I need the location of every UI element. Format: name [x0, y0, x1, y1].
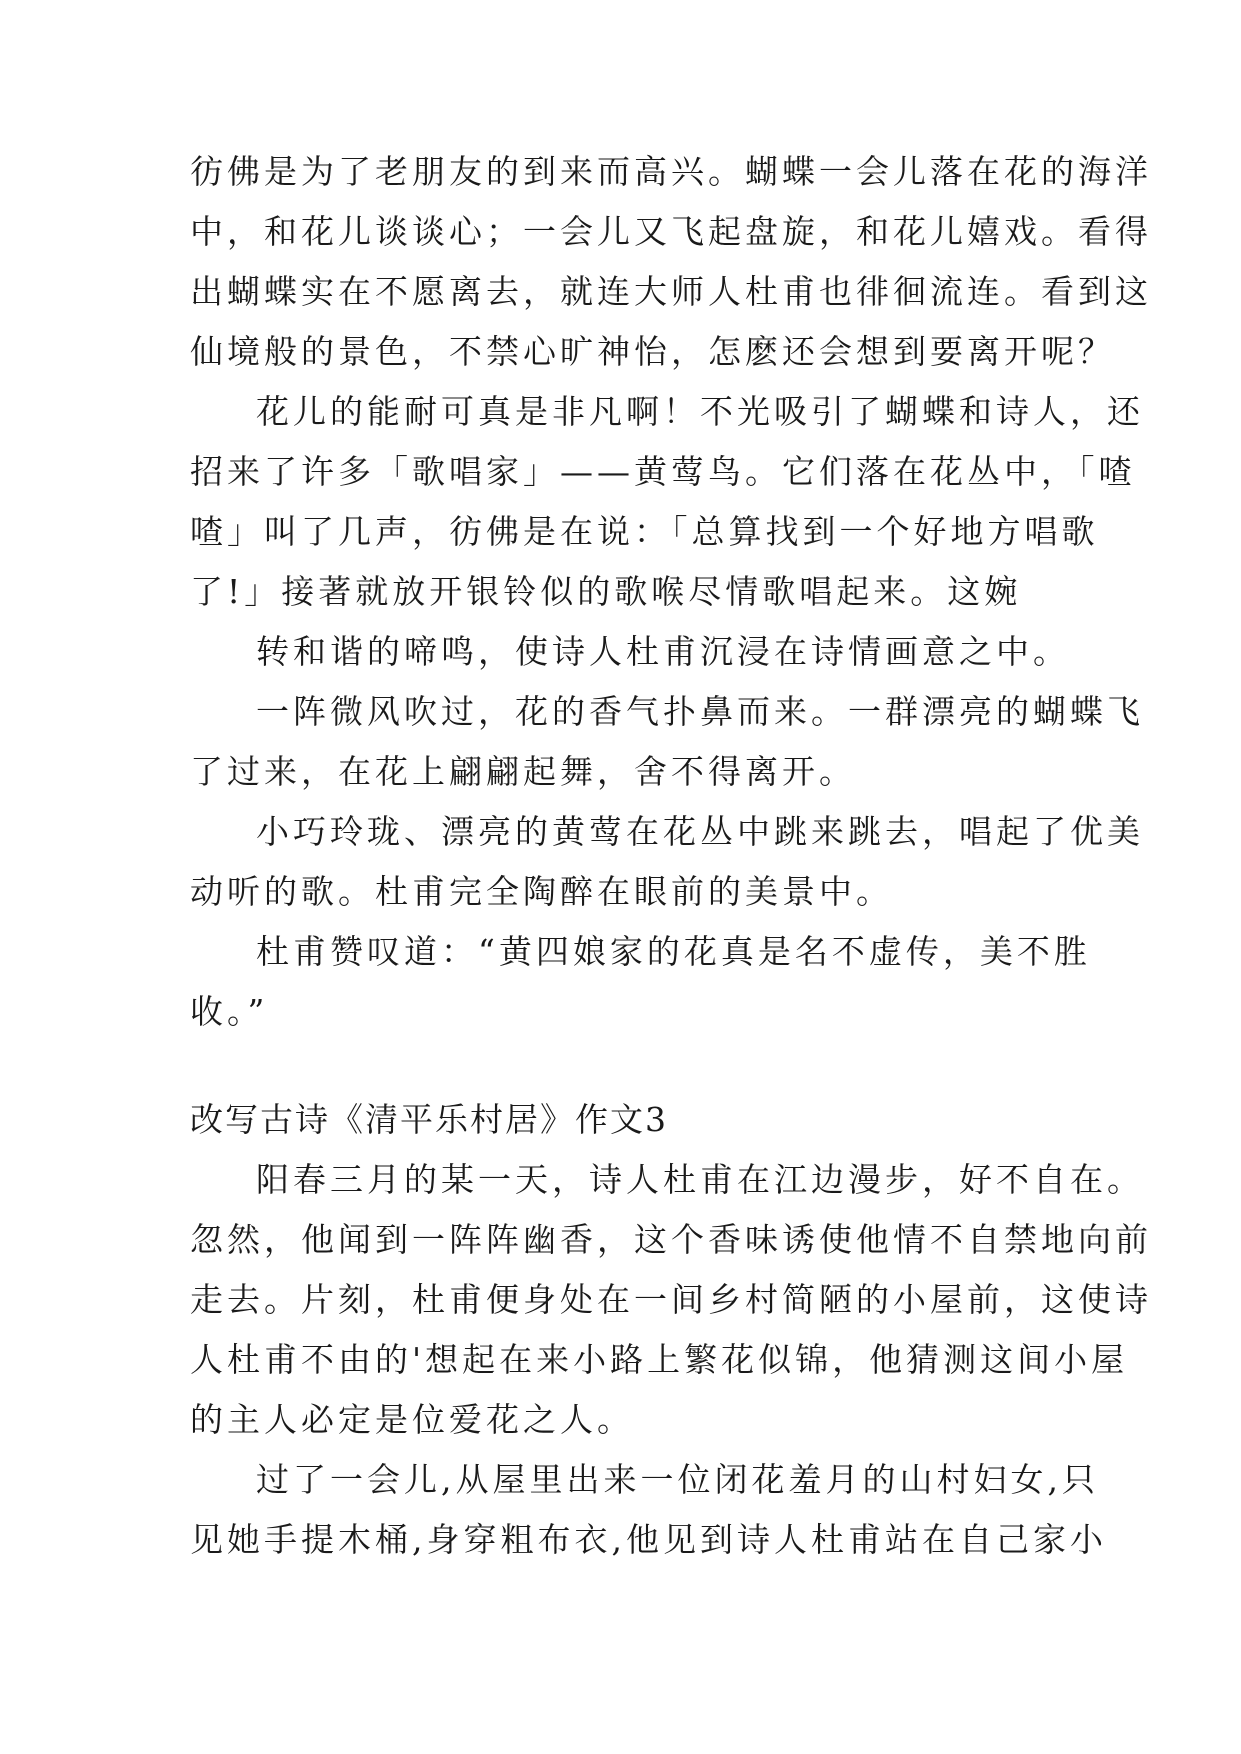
text-line: 杜甫赞叹道：“黄四娘家的花真是名不虚传，美不胜	[256, 932, 1091, 971]
section-heading: 改写古诗《清平乐村居》作文3	[190, 1100, 668, 1139]
text-line: 招来了许多「歌唱家」——黄莺鸟。它们落在花丛中，「喳	[190, 452, 1136, 491]
text-line: 花儿的能耐可真是非凡啊！不光吸引了蝴蝶和诗人，还	[256, 392, 1144, 431]
text-line: 收。”	[190, 992, 269, 1031]
text-line: 过了一会儿,从屋里出来一位闭花羞月的山村妇女,只	[256, 1460, 1099, 1499]
text-line: 忽然，他闻到一阵阵幽香，这个香味诱使他情不自禁地向前	[190, 1220, 1152, 1259]
text-line: 见她手提木桶,身穿粗布衣,他见到诗人杜甫站在自己家小	[190, 1520, 1107, 1559]
text-line: 小巧玲珑、漂亮的黄莺在花丛中跳来跳去，唱起了优美	[256, 812, 1144, 851]
text-line: 出蝴蝶实在不愿离去，就连大师人杜甫也徘徊流连。看到这	[190, 272, 1152, 311]
text-line: 一阵微风吹过，花的香气扑鼻而来。一群漂亮的蝴蝶飞	[256, 692, 1144, 731]
text-line: 阳春三月的某一天，诗人杜甫在江边漫步，好不自在。	[256, 1160, 1144, 1199]
text-line: 喳」叫了几声，彷佛是在说：「总算找到一个好地方唱歌	[190, 512, 1099, 551]
text-line: 了!」接著就放开银铃似的歌喉尽情歌唱起来。这婉	[190, 572, 1022, 611]
text-line: 动听的歌。杜甫完全陶醉在眼前的美景中。	[190, 872, 893, 911]
text-line: 转和谐的啼鸣，使诗人杜甫沉浸在诗情画意之中。	[256, 632, 1070, 671]
text-line: 彷佛是为了老朋友的到来而高兴。蝴蝶一会儿落在花的海洋	[190, 152, 1152, 191]
text-line: 的主人必定是位爱花之人。	[190, 1400, 634, 1439]
text-line: 了过来，在花上翩翩起舞，舍不得离开。	[190, 752, 856, 791]
text-line: 人杜甫不由的'想起在来小路上繁花似锦，他猜测这间小屋	[190, 1340, 1129, 1379]
text-line: 走去。片刻，杜甫便身处在一间乡村简陋的小屋前，这使诗	[190, 1280, 1152, 1319]
text-line: 中，和花儿谈谈心；一会儿又飞起盘旋，和花儿嬉戏。看得	[190, 212, 1152, 251]
text-line: 仙境般的景色，不禁心旷神怡，怎麽还会想到要离开呢？	[190, 332, 1115, 371]
